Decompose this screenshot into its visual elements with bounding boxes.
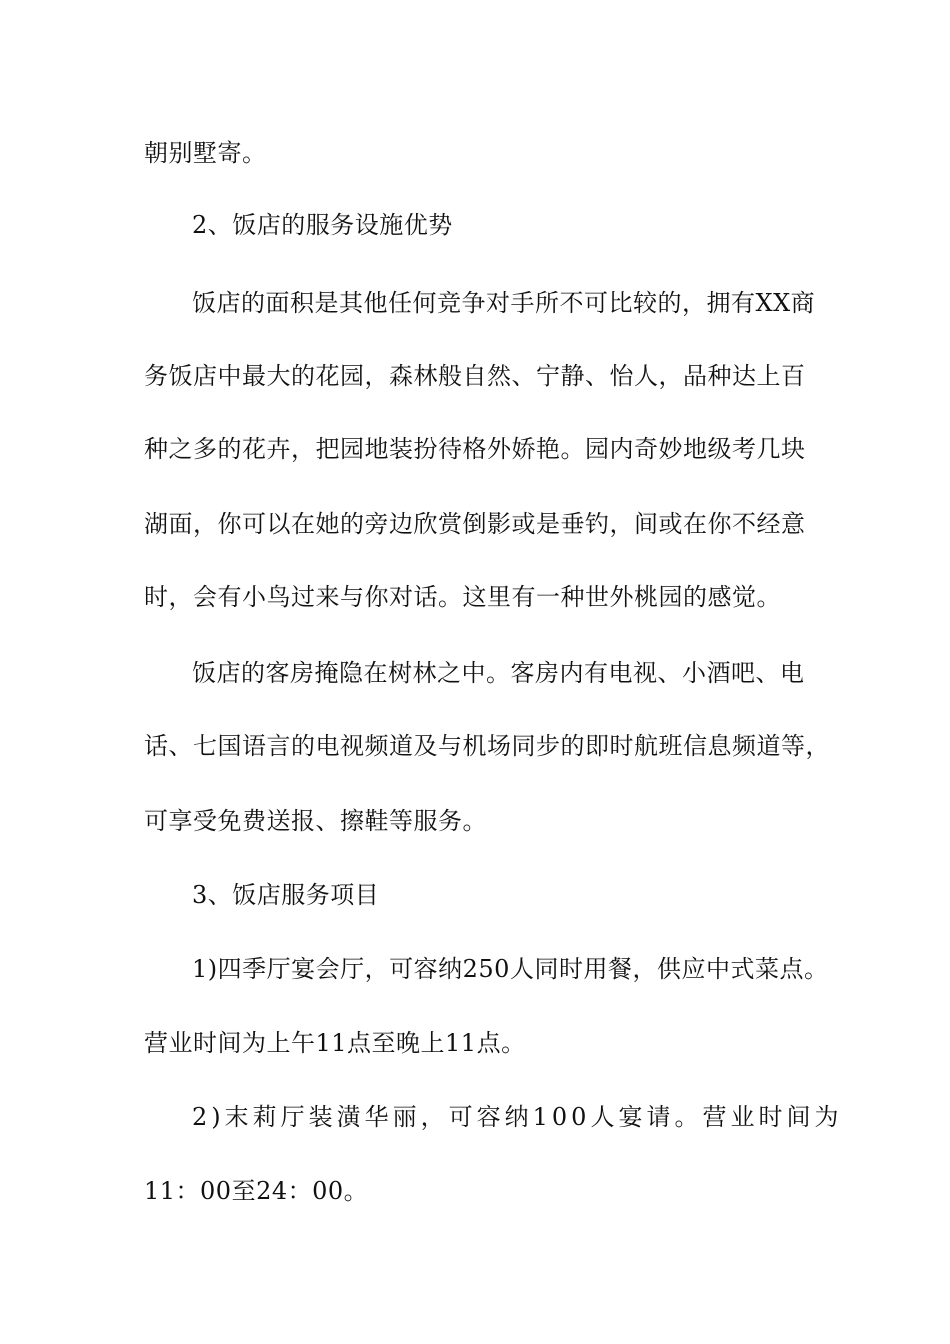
text-line-12: 1)四季厅宴会厅，可容纳250人同时用餐，供应中式菜点。 <box>192 955 829 983</box>
text-line-1: 朝别墅寄。 <box>144 139 267 167</box>
text-line-7: 时，会有小鸟过来与你对话。这里有一种世外桃园的感觉。 <box>144 583 781 611</box>
section-heading-3: 3、饭店服务项目 <box>192 881 380 909</box>
section-heading-2: 2、饭店的服务设施优势 <box>192 211 453 239</box>
text-line-5: 种之多的花卉，把园地装扮待格外娇艳。园内奇妙地级考几块 <box>144 435 806 463</box>
text-line-3: 饭店的面积是其他任何竞争对手所不可比较的，拥有XX商 <box>192 289 816 317</box>
text-line-4: 务饭店中最大的花园，森林般自然、宁静、怡人，品种达上百 <box>144 362 806 390</box>
text-line-10: 可享受免费送报、擦鞋等服务。 <box>144 807 487 835</box>
text-line-9: 话、七国语言的电视频道及与机场同步的即时航班信息频道等， <box>144 732 830 760</box>
text-line-6: 湖面，你可以在她的旁边欣赏倒影或是垂钓，间或在你不经意 <box>144 510 806 538</box>
text-line-15: 11：00至24：00。 <box>144 1177 369 1205</box>
text-line-14: 2)末莉厅装潢华丽，可容纳100人宴请。营业时间为 <box>192 1103 843 1131</box>
text-line-13: 营业时间为上午11点至晚上11点。 <box>144 1029 526 1057</box>
text-line-8: 饭店的客房掩隐在树林之中。客房内有电视、小酒吧、电 <box>192 659 805 687</box>
